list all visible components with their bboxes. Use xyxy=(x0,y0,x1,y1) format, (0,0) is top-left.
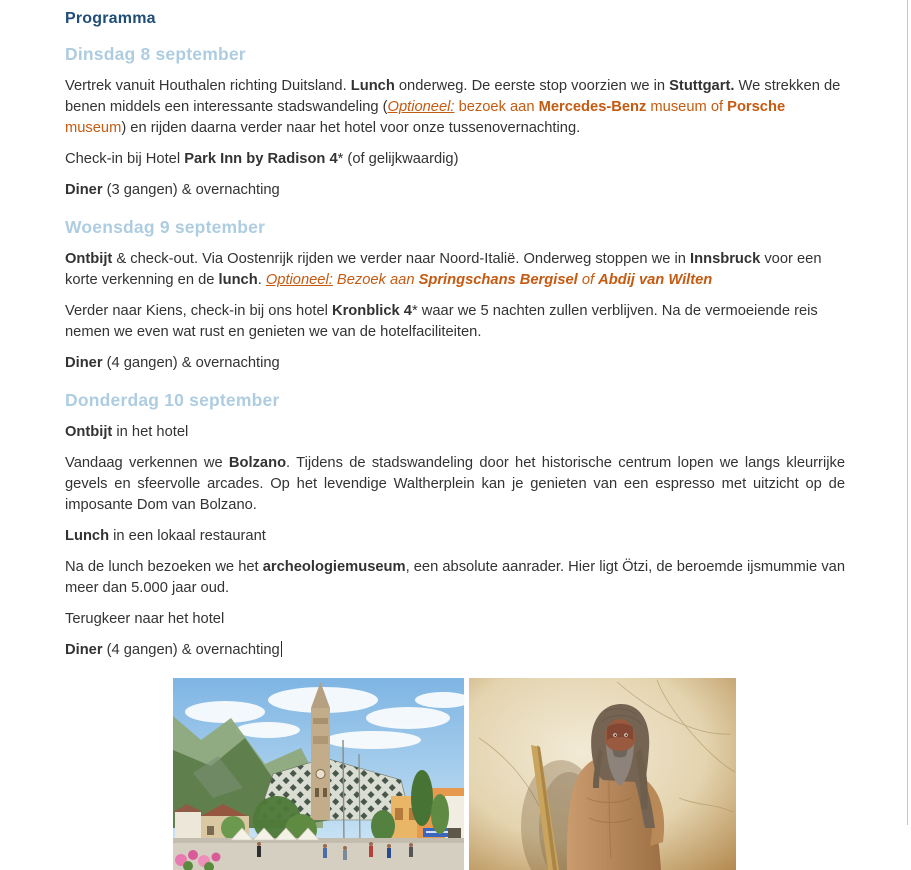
section-dinsdag-8-september xyxy=(65,43,845,201)
text-segment: Diner xyxy=(65,182,103,198)
paragraph xyxy=(65,557,845,599)
hyperlink-text[interactable]: Optioneel: xyxy=(265,272,333,288)
text-segment: Check-in bij Hotel xyxy=(65,151,185,167)
text-segment: Vandaag verkennen we xyxy=(65,455,229,471)
text-segment: . xyxy=(257,272,266,288)
text-segment: Diner xyxy=(65,642,103,658)
text-segment: Kronblick 4 xyxy=(331,303,412,319)
section-woensdag-9-september xyxy=(65,216,845,374)
text-segment: Diner xyxy=(65,355,103,371)
text-segment: Na de lunch bezoeken we het xyxy=(65,559,263,575)
paragraph xyxy=(65,609,845,630)
paragraph xyxy=(65,453,845,516)
paragraph xyxy=(65,422,845,443)
text-segment: (3 gangen) & overnachting xyxy=(102,182,280,198)
text-segment: Lunch xyxy=(65,528,110,544)
hyperlink-text[interactable]: of xyxy=(577,272,599,288)
paragraph xyxy=(65,149,845,170)
hyperlink-text[interactable]: Springschans Bergisel xyxy=(418,272,578,288)
text-segment: Stuttgart. xyxy=(669,78,735,94)
text-segment: Ontbijt xyxy=(65,251,113,267)
text-segment: Lunch xyxy=(350,78,395,94)
hyperlink-text[interactable]: Porsche xyxy=(727,99,786,115)
paragraph xyxy=(65,526,845,547)
text-segment: Bolzano xyxy=(228,455,287,471)
section-donderdag-10-september xyxy=(65,389,845,661)
paragraph xyxy=(65,76,845,139)
day-heading-dinsdag: Dinsdag 8 september xyxy=(65,44,246,64)
paragraph xyxy=(65,180,845,201)
text-segment: archeologiemuseum xyxy=(262,559,406,575)
page-edge-line xyxy=(907,0,908,825)
paragraph xyxy=(65,640,845,661)
day-heading-donderdag: Donderdag 10 september xyxy=(65,390,280,410)
text-segment: Verder naar Kiens, check-in bij ons hotel xyxy=(65,303,332,319)
oetzi-iceman-photo[interactable] xyxy=(469,678,736,870)
hyperlink-text[interactable]: Abdij van Wilten xyxy=(598,272,713,288)
paragraph xyxy=(65,353,845,374)
text-segment: , een absolute aanrader. Hier ligt Ötzi, de beroemde ijsmummie van meer dan 5.000 jaar oud. xyxy=(65,559,845,596)
day-heading-woensdag: Woensdag 9 september xyxy=(65,217,266,237)
paragraph xyxy=(65,301,845,343)
photo-row xyxy=(173,678,845,870)
text-segment: Ontbijt xyxy=(65,424,113,440)
text-segment: ) en rijden daarna verder naar het hotel voor onze tussenovernachting. xyxy=(121,120,581,136)
hyperlink-text[interactable]: Bezoek aan xyxy=(332,272,419,288)
text-segment: in een lokaal restaurant xyxy=(109,528,266,544)
text-segment: lunch xyxy=(218,272,258,288)
hyperlink-text[interactable]: Optioneel: xyxy=(387,99,455,115)
text-segment: in het hotel xyxy=(112,424,189,440)
text-segment: * waar we 5 nachten zullen verblijven. Na de vermoeiende reis nemen we even wat rust en genieten we van de hotelfaciliteiten. xyxy=(65,303,818,340)
text-segment: Vertrek vanuit Houthalen richting Duitsland. xyxy=(65,78,351,94)
hyperlink-text[interactable]: museum xyxy=(65,120,122,136)
text-segment: . Tijdens de stadswandeling door het historische centrum lopen we langs kleurrijke gevels en sfeervolle arcades. Op het levendige Waltherplein kan je genieten van een espresso met uitzicht op de imposante Dom van Bolzano. xyxy=(65,455,845,513)
paragraph xyxy=(65,249,845,291)
text-segment: Terugkeer naar het hotel xyxy=(65,611,225,627)
text-segment: Innsbruck xyxy=(690,251,761,267)
hyperlink-text[interactable]: museum of xyxy=(646,99,728,115)
text-segment: voor een korte verkenning en de xyxy=(65,251,822,288)
text-segment: Park Inn by Radison 4 xyxy=(184,151,338,167)
text-segment: * (of gelijkwaardig) xyxy=(337,151,459,167)
text-segment: onderweg. De eerste stop voorzien we in xyxy=(394,78,670,94)
hyperlink-text[interactable]: bezoek aan xyxy=(454,99,539,115)
text-segment: (4 gangen) & overnachting xyxy=(102,642,280,658)
text-segment: (4 gangen) & overnachting xyxy=(102,355,280,371)
page-title: Programma xyxy=(65,10,156,27)
bolzano-waltherplatz-photo[interactable] xyxy=(173,678,464,870)
text-segment: & check-out. Via Oostenrijk rijden we verder naar Noord-Italië. Onderweg stoppen we in xyxy=(112,251,691,267)
text-segment: We strekken de benen middels een interessante stadswandeling ( xyxy=(65,78,841,115)
hyperlink-text[interactable]: Mercedes-Benz xyxy=(538,99,647,115)
text-cursor xyxy=(281,641,283,657)
